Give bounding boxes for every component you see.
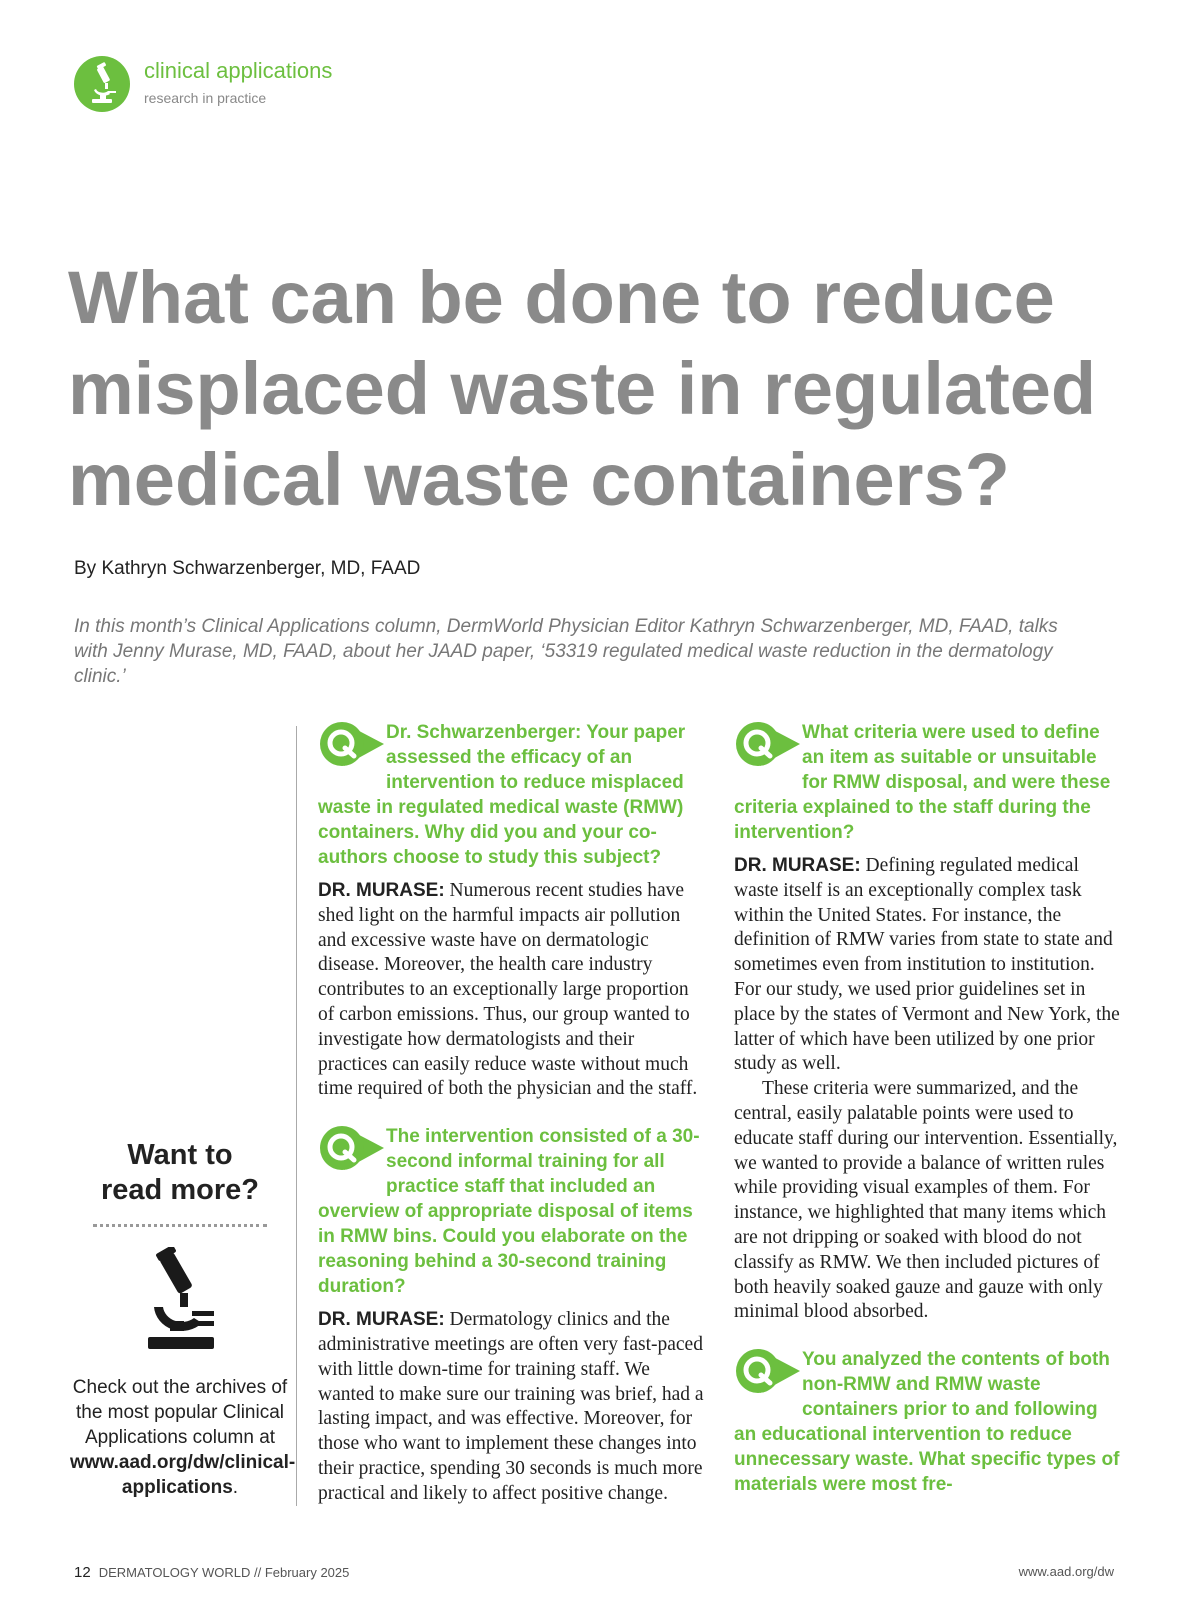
answer-1 <box>318 879 708 1102</box>
sidebar-heading <box>70 1138 290 1208</box>
sidebar-text <box>70 1375 296 1500</box>
question-3-text: What criteria were used to define an item as suitable or unsuitable for RMW disposal, and were these criteria explained to the staff during the intervention? <box>734 722 1111 843</box>
answer-3-text-p2: These criteria were summarized, and the central, easily palatable points were used to educate staff during our intervention. Essentially, we wanted to provide a balance of written rules while providing visual examples of them. For instance, we highlighted that many items which are not dripping or soaked with blood do not classify as RMW. We then included pictures of both heavily soaked gauze and gauze with only minimal blood absorbed. <box>734 1078 1118 1323</box>
question-q-icon <box>734 1347 800 1397</box>
section-name: clinical applications <box>144 58 333 83</box>
speaker-label: DR. MURASE: <box>318 1309 445 1331</box>
column-left <box>318 720 708 1507</box>
answer-2-text: Dermatology clinics and the administrative meetings are often very fast-paced with little down-time for training staff. We wanted to make sure our training was brief, had a lasting impact, and was effective. Moreover, for those who want to implement these changes into their practice, spending 30 seconds is much more practical and likely to affect positive change. <box>318 1309 704 1504</box>
publication-name: DERMATOLOGY WORLD // February 2025 <box>98 1565 350 1580</box>
column-right <box>734 720 1124 1497</box>
speaker-label: DR. MURASE: <box>734 855 861 876</box>
sidebar-text-body: Check out the archives of the most popular Clinical Applications column at <box>72 1377 288 1448</box>
article-byline: By Kathryn Schwarzenberger, MD, FAAD <box>74 558 421 579</box>
answer-2 <box>318 1308 708 1506</box>
question-2-text: The intervention consisted of a 30-second informal training for all practice staff that included an overview of appropriate disposal of items in RMW bins. Could you elaborate on the reasoning behind a 30-second training duration? <box>318 1126 700 1298</box>
question-2 <box>318 1124 708 1299</box>
question-3 <box>734 720 1124 845</box>
dotted-divider <box>93 1224 267 1227</box>
section-subtitle: research in practice <box>144 90 267 106</box>
sidebar-heading-line1: Want to <box>127 1139 233 1171</box>
microscope-icon <box>140 1247 220 1357</box>
sidebar-text-end: . <box>232 1477 239 1498</box>
question-4 <box>734 1347 1124 1497</box>
answer-3 <box>734 854 1124 1325</box>
answer-1-text: Numerous recent studies have shed light on the harmful impacts air pollution and excessive waste have on dermatologic disease. Moreover, the health care industry contributes to an exceptionally large proportion of carbon emissions. Thus, our group wanted to investigate how dermatologists and their practices can easily reduce waste without much time required of both the physician and the staff. <box>318 880 698 1100</box>
page-number: 12 <box>74 1564 91 1581</box>
question-q-icon <box>318 1124 384 1174</box>
question-q-icon <box>734 720 800 770</box>
article-title: What can be done to reduce misplaced waste in regulated medical waste containers? <box>68 256 1097 521</box>
speaker-label: DR. MURASE: <box>318 880 445 901</box>
microscope-icon <box>74 56 130 112</box>
question-1-text: Dr. Schwarzenberger: Your paper assessed the efficacy of an intervention to reduce misplaced waste in regulated medical waste (RMW) containers. Why did you and your co-authors choose to study this subject? <box>318 722 686 868</box>
archive-link[interactable]: www.aad.org/dw/clinical-applications <box>70 1452 296 1498</box>
question-1 <box>318 720 708 870</box>
read-more-sidebar <box>70 1138 296 1500</box>
column-divider <box>296 726 297 1506</box>
footer-publication <box>74 1564 349 1581</box>
answer-3-text-p1: Defining regulated medical waste itself is an exceptionally complex task within the United States. For instance, the definition of RMW varies from state to state and sometimes even from institution to institution. For our study, we used prior guidelines set in place by the states of Vermont and New York, the latter of which have been utilized by one prior study as well. <box>734 855 1120 1075</box>
question-q-icon <box>318 720 384 770</box>
question-4-text: You analyzed the contents of both non-RMW and RMW waste containers prior to and following an educational intervention to reduce unnecessary waste. What specific types of materials were most fre- <box>734 1349 1120 1496</box>
article-intro: In this month’s Clinical Applications column, DermWorld Physician Editor Kathryn Schwarzenberger, MD, FAAD, talks with Jenny Murase, MD, FAAD, about her JAAD paper, ‘53319 regulated medical waste reduction in the dermatology clinic.’ <box>74 616 1058 687</box>
sidebar-heading-line2: read more? <box>101 1174 259 1206</box>
footer-url[interactable]: www.aad.org/dw <box>1018 1564 1114 1579</box>
